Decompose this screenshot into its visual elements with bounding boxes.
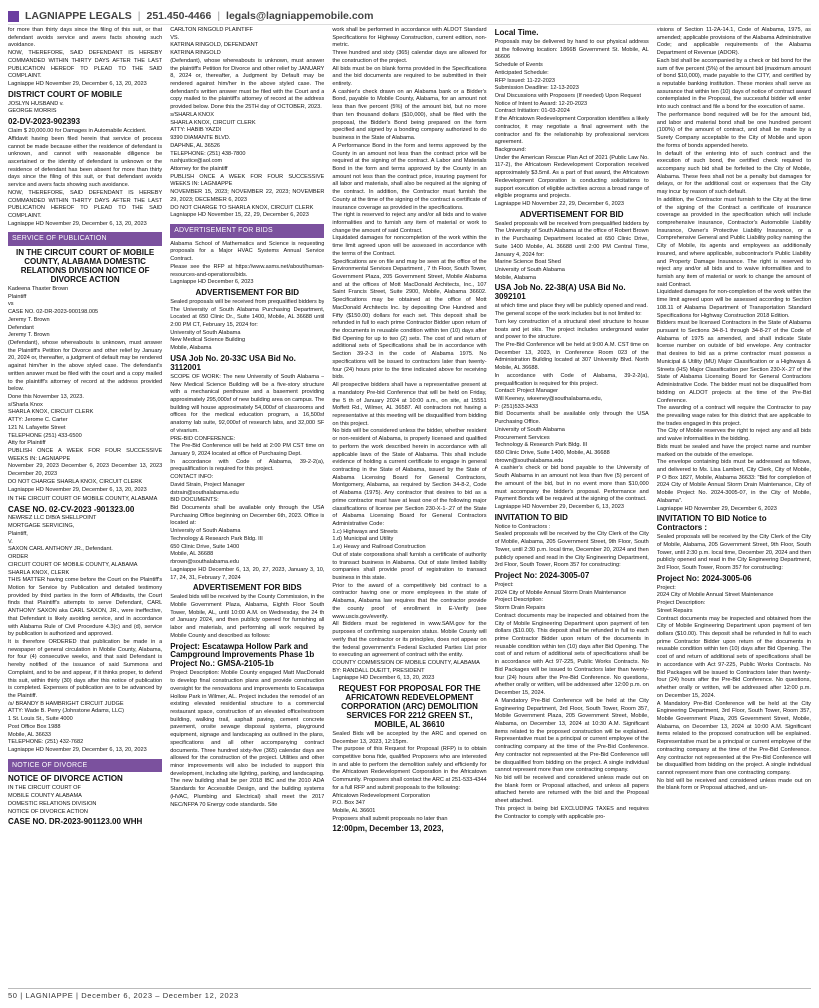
notice-heading: CASE NO. DR-2023-901123.00 WHH (8, 817, 143, 827)
notice-heading: INVITATION TO BID Notice to Contractors : (656, 514, 767, 533)
column-4 (495, 27, 649, 983)
notice-heading: ADVERTISEMENT FOR BID (519, 209, 624, 219)
notice-heading: INVITATION TO BID (494, 512, 568, 522)
notice-heading: USA Job No. 20-33C USA Bid No. 3112001 (170, 353, 296, 372)
header-email[interactable]: legals@lagniappemobile.com (226, 10, 374, 22)
notice-text: Proposals may be delivered by hand to our physical address at the following location: 1866B Government St. Mobile, AL 36606 Schedule of Events Anticipated Schedule: RFP Issued: 11-22-2023 Submission Deadline: 12-13-2023 Oral Discussions with Proposers (If needed) Upon Request Notice of Intent to Award: 12-20-2023 Contract Initiation: 01-03-2024 If the Africatown Redevelopment Corporation identifies a likely contractor, it may negotiate a final agreement with the contractor and fix the relationship by professional services agreement. Background: Under the American Rescue Plan Act of 2021 (Public Law No. 117-2), the Africatown Redevelopment Corporation received approximately $3.5mil. As a part of that award, the Africatown Redevelopment Corporation is conducting solicitations to support execution of eligible activities across a broad range of eligible programs and projects. Lagniappe HD November 22, 29, December 6, 2023 (494, 38, 649, 208)
column-5 (657, 27, 811, 983)
notice-text: Project: 2024 City of Mobile Annual Street Maintenance Project Description: Street Repairs Contract documents may be inspected and obtained from the City of Mobile Engineering Department upon payment of ten dollars ($10.00). This deposit shall be refunded in full to each prime Contractor Bidder upon return of the documents in reusable condition within ten (10) days after Bid Opening. The cost of and return of additional sets of specifications shall be in accordance with Act 97-225, Public Works Contracts. No Bid Packages will be issued to Contractors later than twenty-four (24) hours after the Pre-Bid Conference. No questions, whether orally or written, will be addressed after 12:00 p.m. on December 15, 2024. A Mandatory Pre-Bid Conference will be held at the City Engineering Department, 3rd Floor, South Tower, Room 357, Mobile Government Plaza, 205 Government Street, Mobile, Alabama, on December 13, 2024 at 10:00 A.M. Significant items related to the proposed construction will be explained. Representative must be a principal or current employee of the contracting company at the time of the Pre-Bid Conference. Any contractor not represented at the Pre-Bid Conference will be disqualified from bidding on the project. A single individual cannot represent more than one contracting company. No bid will be received and considered unless made out on the blank form or Proposal attached, and un- (656, 584, 811, 792)
column-2 (170, 27, 324, 983)
header-separator: | (137, 10, 141, 22)
page-footer: 50 | LAGNIAPPE | December 6, 2023 – December 12, 2023 (8, 988, 811, 1005)
notice-text: IN THE CIRCUIT COURT OF MOBILE COUNTY, ALABAMA (8, 495, 158, 502)
notice-text: SCOPE OF WORK: The new University of South Alabama – New Medical Science Building will be a five-story structure with a mechanical penthouse and a basement providing approximately 295,000sf of new building area on campus. The building will house approximately 54,000sf of classrooms and offices for the medical education program, a 16,500sf anatomy lab suite, 92,000sf of research labs, and 32,000 SF of vivarium. PRE-BID CONFERENCE: The Pre-Bid Conference will be held at 2:00 PM CST time on January 9, 2024 located at office of Purchasing Dept. In accordance with Code of Alabama, 39-2-2(a), prequalification is required for this project. CONTACT INFO: David Strain, Project Manager dstrain@southalabama.edu BID DOCUMENTS: Bid Documents shall be available only through the USA Purchasing Office beginning on December 6th, 2023. Office is located at: University of South Alabama Technology & Research Park Bldg. III 650 Clinic Drive, Suite 1400 Mobile, AL 36688 rbrown@southalabama.edu Lagniappe HD December 6, 13, 20, 27, 2023, January 3, 10, 17, 24, 31, February 7, 2024 (170, 373, 325, 581)
notice-text: Sealed proposals will be received from prequalified bidders by The University of South Alabama at the office of Robert Brown in the Purchasing Department located at 650 Clinic Drive, Suite 1400 Mobile, AL 36688 until 2:00 PM Central Time, January 4, 2024 for: Marine Science Boat Shed University of South Alabama Mobile, Alabama (494, 220, 649, 281)
notice-heading: NOTICE OF DIVORCE ACTION (8, 774, 123, 784)
notice-text: JOSLYN HUSBAND v. GEORGE MORRIS (8, 100, 64, 115)
notice-text: Sealed proposals will be received by the City Clerk of the City of Mobile, Alabama, 205 Government Street, 9th Floor, South Tower, until 2:30 p.m. local time, December 20, 2024 and then publicly opened and read in the City Engineering Department, 3rd Floor, South Tower, Room 357 for constructing: (656, 534, 811, 572)
notice-text: NEWREZ LLC D/B/A SHELLPOINT MORTGAGE SERVICING, Plaintiff, V. SAXON CARL ANTHONY JR., Defendant. ORDER CIRCUIT COURT OF MOBILE COUNTY, ALABAMA SHARLA KNOX, CLERK THIS MATTER having come before the Court on the Plaintiff's Motion for Service by Publication and detailed testimony provided by third parties in the form of Affidavits, the Court finds that Plaintiff's attempts to serve Defendant, CARL ANTHONY SAXON aka CARL SAXON, JR., were ineffective, that Defendant is likely avoiding service, and in accordance with Alabama Rule of Civil Procedure 4.3(c) and (d), service by publication is authorized and approved. It is therefore ORDERED that publication be made in a newspaper of general circulation in Mobile County, Alabama, for four (4) consecutive weeks, and that said Defendant is hereby notified of the issuance of said Summons and Complaint, and to be and appear, if it thinks proper, to defend this suit, within thirty (30) days after this notice of publication is completed. Expenses of publication are to be advanced by the Plaintiff. /s/ BRANDY B HAMBRIGHT CIRCUIT JUDGE ATTY: Wade B. Perry (Johnstone Adams, LLC) 1 St. Louis St., Suite 4000 Post Office Box 1988 Mobile, AL 36633 TELEPHONE: (251) 432-7682 Lagniappe HD November 29, December 6, 13, 20, 2023 (8, 515, 163, 754)
section-banner: ADVERTISEMENT FOR BIDS (170, 224, 324, 238)
legal-notice-columns (8, 27, 811, 983)
notice-text: Project Description: Mobile County engaged Matt MacDonald to develop final construction plans and provide construction oversight for the renovations and improvements to Escatawpa Hollow Park in Wilmer, AL. Project includes the remodel of an existing elevated residential structure to a commercial restaurant space, construction of an elevated office/restroom building, walking trail, asphalt paving, cement concrete pavement, onsite sewage disposal systems, playground equipment, signage and landscaping as outlined in the plans, specifications and all other accompanying contract documents. Three hundred sixty-five (365) calendar days are allowed for the construction of the project. Utilities and other minor improvements will also be included to support this development, including site lighting, parking, and landscaping. The new building shall be per 2018 IBC and the 2010 ADA Standards for Accessible Design, and the building systems (HVAC, Plumbing and Electrical) shall meet the 2017 NEC/NFPA 70 Energy code standards. Site (170, 670, 325, 808)
notice-heading: 02-DV-2023-902393 (8, 117, 81, 127)
page-header (8, 8, 811, 25)
section-banner: SERVICE OF PUBLICATION (8, 232, 162, 246)
section-title: LAGNIAPPE LEGALS (25, 10, 132, 22)
notice-text: IN THE CIRCUIT COURT OF MOBILE COUNTY ALABAMA DOMESTIC RELATIONS DIVISION NOTICE OF DIVORCE ACTION (8, 785, 97, 815)
notice-text: Sealed proposals will be received from prequalified bidders by The University of South Alabama Purchasing Department, Located at 650 Clinic Dr., Suite 1400, Mobile, AL 36688 until 2:00 PM CT, February 15, 2024 for: University of South Alabama New Medical Science Building Mobile, Alabama (170, 298, 325, 352)
notice-heading: USA Job No. 22-38(A) USA Bid No. 3092101 (494, 283, 626, 302)
column-1 (8, 27, 162, 983)
notice-text: visions of Section 11-2A-14.1, Code of Alabama, 1975, as amended; applicable provisions of the Alabama Administrative Code; and applicable requirements of the Alabama Department of Revenue (ADOR). Each bid shall be accompanied by a check or bid bond for the sum of five percent (5%) of the amount bid (maximum amount of bond $10,000), made payable to the CITY, and certified by a reputable banking institution. These monies shall serve as assurance that within ten (10) days of notice of contract award contemplated in the Proposal, the successful bidder will enter into such contract and file a bond for the execution of same. The performance bond required will be for the amount bid, and labor and material bond shall be one hundred percent (100%) of the amount of contract, and shall be made by a Surety Company acceptable to the City of Mobile and upon the forms of bonds appended hereto. In default of the entering into of such contract and the execution of such bond, the certified check required to accompany such bid shall be forfeited to the City of Mobile, Alabama. These fees shall not be a penalty but damages for delays, or for the additional cost or expenses that the City may incur by reason of such default. In addition, the Contractor must furnish to the City at the time of the signing of the Contract a certificate of insurance coverage as provided in the specification which will include comprehensive insurance, Contractor's Automobile Liability Insurance, Owner's Protective Liability Insurance, or a Comprehensive General and Public Liability policy naming the City of Mobile, its agents and employees as additionally insured, and where applicable, subcontractor's Public Liability and Property Damage Insurance. The right is reserved to reject any and/or all bids and to waive informalities and to furnish any item of material or work to change the amount of said Contract. Liquidated damages for non-completion of the work within the time limit agreed upon will be assessed according to Section 108.11 of Alabama Department of Transportation Standard Specifications for Highway Construction 2018 Edition. Bidders must be licensed Contractors in the State of Alabama pursuant to Sections 34-8-1 through 34-8-27 of the Code of Alabama of 1975 as amended, and shall indicate State license number on outside of bid envelope. Any contractor that desires to bid as a prime contractor must possess a Municipal & Utility (MU) Major Classification or a Highways & Streets (HS) Major Classification per Section 230-X-.27 of the State of Alabama Licensing Board for General Contractors Administrative Code. The bidder must not be disqualified from bidding on ALDOT projects at the time of the Pre-Bid Conference. The awarding of a contract will require the Contractor to pay the prevailing wage rates for this district that are applicable to the trades engaged in this project. The City of Mobile reserves the right to reject any and all bids and waive informalities in the bidding. Bids must be sealed and have the project name and number marked on the outside of the envelope. The envelope containing bids must be addressed as follows, and delivered to Ms. Lisa Lambert, City Clerk, City of Mobile, P O Box 1827, Mobile, Alabama 36633: "Bid for completion of 2024 City of Mobile Annual Storm Drain Maintenance, City of Mobile Project No. 2024-3005-07, in the City of Mobile, Alabama". Lagniappe HD November 29, December 6, 2023 (656, 27, 811, 512)
notice-heading: DISTRICT COURT OF MOBILE (8, 89, 123, 99)
notice-heading: Local Time. (494, 28, 539, 37)
notice-heading: ADVERTISEMENT FOR BID (195, 287, 300, 297)
notice-text: Sealed Bids will be accepted by the ARC and opened on December 13, 2023, 12:15pm. The purpose of this Request for Proposal (RFP) is to obtain competitive bona fide, qualified Proposers who are interested in and able to perform the demolition safely and efficiently for the Africatown Redevelopment Corporation in the Africatown Community. Proposers shall contact the ARC at 251-533-4344 for a full RFP and submit proposals to the following: Africatown Redevelopment Corporation P.O. Box 347 Mobile, AL 36601 Proposers shall submit proposals no later than (332, 730, 487, 822)
notice-text: work shall be performed in accordance with ALDOT Standard Specifications for Highway Construction, current edition, non-metric. Three hundred and sixty (365) calendar days are allowed for the construction of the project. All bids must be on blank forms provided in the Specifications and the bid documents are required to be submitted in their entirety. A cashier's check drawn on an Alabama bank or a Bidder's Bond, payable to Mobile County, Alabama, for an amount not less than five percent (5%) of the amount bid, but no more than ten thousand dollars ($10,000), shall be filed with the proposal, the Bidder's Bond being prepared on the form specified and signed by a bonding company authorized to do business in the State of Alabama. A Performance Bond in the form and terms approved by the County in an amount not less than the contract price will be required at the signing of the contract. A Labor and Materials Bond in the form and terms approved by the County in an amount not less than the contract price, insuring payment for all labor and materials, shall also be required at the signing of the contract. In addition, the Contractor must furnish the County at the time of the signing of the contract a certificate of insurance coverage as provided in the specifications. The right is reserved to reject any and/or all bids and to waive informalities and to furnish any item of material or work to change the amount of said Contract. Liquidated damages for noncompletion of the work within the time limit agreed upon will be assessed in accordance with the terms of the Contract. Specifications are on file and may be seen at the office of the Environmental Services Department , 7 th Floor, South Tower, Government Plaza, 205 Government Street, Mobile Alabama and at the offices of Mott MacDonald Architects, Inc., 107 Saint Francis Street, Suite 2900, Mobile, Alabama 36602. Specifications may be obtained at the office of Mott MacDonald Architects Inc. by depositing One Hundred and Fifty ($150.00) dollars for each set. This deposit shall be refunded in full to each prime Contractor Bidder upon return of the documents in reusable condition within ten (10) days after Bid Opening for up to two (2) sets. The cost of and return of additional sets of Specifications shall be in accordance with Section 39-2-3 in the code of Alabama 1975. No specifications will be issued to contractors later than twenty-four (24) hours prior to the time indicated above for receiving bids. All prospective bidders shall have a representative present at a mandatory Pre-bid Conference that will be held on Friday, the 5 th of January 2024 at 10:00 a.m., on site, at 15551 Moffett Rd., Wilmer, AL 36587. All contractors not having a representative at this meeting will be disqualified from bidding on this project. No bids will be considered unless the bidder, whether resident or non-resident of Alabama, is properly licensed and qualified to perform the work described herein in accordance with all applicable laws of the State of Alabama. This shall include evidence of holding a current certificate to engage in general contracting in the State of Alabama, issued by the State of Alabama Licensing Board for General Contractors, Montgomery, Alabama, as required by Section 34-8-2, Code of Alabama (1975). Any contractor that desires to bid as a prime contractor must have at least one of the following major classifications of license per Section 230-X-1-.27 of the State of Alabama Licensing Board for General Contractors Administrative Code: 1.c) Highways and Streets 1.d) Municipal and Utility 1.e) Heavy and Railroad Construction Out of state corporations shall furnish a certificate of authority to transact business in Alabama. Out of state limited liability companies shall provide proof of registration to transact business in this state. Prior to the award of a competitively bid contract to a contractor having one or more employees in the state of Alabama, Alabama law requires that the contractor provide the county proof of enrollment in E-Verify (see www.uscis.gov/everify. All Bidders must be registered in www.SAM.gov for the purposes of confirming suspension status. Mobile County will verify that the contractor or its principles, does not appear on the federal government's Federal Excluded Parties List prior to executing an agreement of contract with the entity. COUNTY COMMISSION OF MOBILE COUNTY, ALABAMA BY: RANDALL DUEITT, PRESIDENT Lagniappe HD December 6, 13, 20, 2023 (332, 27, 487, 682)
notice-text: Project: 2024 City of Mobile Annual Storm Drain Maintenance Project Description: Storm Drain Repairs Contract documents may be inspected and obtained from the City of Mobile Engineering Department upon payment of ten dollars ($10.00). This deposit shall be refunded in full to each prime Contractor Bidder upon return of the documents in reusable condition within ten (10) days after Bid Opening. The cost of and return of additional sets of specifications shall be in accordance with Act 97-225, Public Works Contracts. No Bid Packages will be issued to Contractors later than twenty-four (24) hours after the Pre-Bid Conference. No questions, whether orally or written, will be addressed after 12:00 p.m. on December 15, 2024. A Mandatory Pre-Bid Conference will be held at the City Engineering Department, 3rd Floor, South Tower, Room 357, Mobile Government Plaza, 205 Government Street, Mobile, Alabama, on December 13, 2024 at 10:30 A.M. Significant items related to the proposed construction will be explained. Representative must be a principal or current employee of the contracting company at the time of the Pre-Bid Conference. Any contractor not represented at the Pre-Bid Conference will be disqualified from bidding on the project. A single individual cannot represent more than one contracting company. No bid will be received and considered unless made out on the blank form or Proposal attached, and unless all papers attached hereto are returned with the bid and the Proposal sheet attached. This project is being bid EXCLUDING TAXES and requires the Contractor to comply with applicable pro- (494, 582, 649, 820)
notice-heading: REQUEST FOR PROPOSAL FOR THE AFRICATOWN REDEVELOPMENT CORPORATION (ARC) DEMOLITION SERVICES FOR 2212 GREEN ST., MOBILE, AL 36610 (338, 684, 481, 729)
notice-text: Claim $ 20,000.00 for Damages in Automabile Accident. Affidavit having been filed herein that service of process cannot be made because either the residence of defendant is unknown, and cannot with reasonable diligence be ascertained or the identity of defendant is unknown or the residence of defendant has been absent for more than thirty days since the filing of this suit, or that defendant avoids service and avers facts showing such avoidance. NOW, THEREFORE, SAID DEFENDANT IS HEREBY COMMANDED WITHIN THIRTY DAYS AFTER THE LAST PUBLICATION HEREOF TO PLEAD TO THE SAID COMPLAINT. Lagniappe HD November 29, December 6, 13, 20, 2023 (8, 128, 163, 227)
notice-text: CARLTON RINGOLD PLAINTIFF VS. KATRINA RINGOLD, DEFENDANT KATRINA RINGOLD (Defendant), whose whereabouts is unknown, must answer the plaintiff's Petition for Divorce and other relief by JANUARY 8, 2024 or, thereafter, a Judgment by Default may be rendered against him/her in the above styled case. The defendant's written answer must be filed with the Court and a copy mailed to the plaintiff's attorney of record at the address provided below. Done this the 25TH day of OCTOBER, 2023. s/SHARLA KNOX SHARLA KNOX, CIRCUIT CLERK ATTY: HABIB YAZDI 9390 DIAMANTE BLVD. DAPHNE, AL 36526 TELEPHONE: (251) 438-7800 rushjustice@aol.com Attorney for the plaintiff PUBLISH ONCE A WEEK FOR FOUR SUCCESSIVE WEEKS IN: LAGNIAPPE NOVEMBER 15, 2023; NOVEMBER 22, 2023; NOVEMBER 29, 2023; DECEMBER 6, 2023 DO NOT CHARGE TO SHARLA KNOX, CIRCUIT CLERK Lagniappe HD November 15, 22, 29, December 6, 2023 (170, 27, 325, 219)
notice-heading: Project No: 2024-3005-06 (656, 573, 752, 583)
notice-text: Kadeena Thaxter Brown Plaintiff vs CASE NO. 02-DR-2023-900198.005 Jeremy T. Brown Defendant Jeremy T. Brown (Defendant), whose whereabouts is unknown, must answer the Plaintiff's Petition for Divorce and other relief by January 20, 2024 or, thereafter, a judgment of default may be rendered against him/her in the above styled case. The defendant's written answer must be filed with the court and a copy mailed to the plaintiff's attorney of record at the address provided below. Done this November 13, 2023. s/Sharla Knox SHARLA KNOX, CIRCUIT CLERK ATTY: Jerome C. Carter 121 N. Lafayette Street TELEPHONE (251) 433-6500 Atty for Plaintiff PUBLISH ONCE A WEEK FOR FOUR SUCCESSIVE WEEKS IN: LAGNIAPPE November 29, 2023 December 6, 2023 December 13, 2023 December 20, 2023 DO NOT CHARGE SHARLA KNOX, CIRCUIT CLERK Lagniappe HD November 29, December 6, 13, 20, 2023 (8, 285, 163, 493)
notice-heading: IN THE CIRCUIT COURT OF MOBILE COUNTY, ALABAMA DOMESTIC RELATIONS DIVISION NOTICE OF DIVORCE ACTION (15, 248, 155, 284)
section-marker-icon (8, 11, 19, 22)
notice-heading: CASE NO. 02-CV-2023 -901323.00 (8, 504, 135, 514)
notice-text: Sealed bids will be received by the County Commission, in the Mobile Government Plaza, Alabama, Eighth Floor South Tower, Mobile, AL, until 10:00 A.M. on Wednesday, the 24 th of January 2024, and then publicly opened for furnishing all labor and materials, and performing all work required by Mobile County and described as follows: (170, 594, 325, 639)
notice-text: at which time and place they will be publicly opened and read. The general scope of the work includes but is not limited to: Turn key construction of a structural steel structure to house boats and jet skis. The project includes underground water and power to the structure. The Pre-Bid Conference will be held at 9:00 A.M. CST time on December 13, 2023, in Conference Room 023 of the Administration Building located at 307 University Blvd. North Mobile, AL 36688. In accordance with Code of Alabama, 39-2-2(a), prequalification is required for this project. Contact: Project Manager Will Keeney, wkeeney@southalabama.edu, P: (251)533-3433 Bid Documents shall be available only through the USA Purchasing Office. University of South Alabama Procurement Services Technology & Research Park Bldg. III 650 Clinic Drive, Suite 1400, Mobile, AL 36688 rbrown@southalabama.edu A cashier's check or bid bond payable to the University of South Alabama in an amount not less than five (5) percent of the amount of the bid, but in no event more than $10,000 must accompany the bidder's proposal. Performance and Payment Bonds will be required at the signing of the contract. Lagniappe HD November 29, December 6, 13, 2023 (494, 303, 649, 511)
notice-text: Alabama School of Mathematics and Science is requesting proposals for a Major HVAC Systems Annual Service Contract. Please see the RFP at https://www.asms.net/about/human-resources-and-operations/bids. Lagniappe HD December 6, 2023 (170, 240, 325, 286)
notice-text: for more than thirty days since the filing of this suit, or that defendant avoids service and avers facts showing such avoidance. NOW, THEREFORE, SAID DEFENDANT IS HEREBY COMMANDED WITHIN THIRTY DAYS AFTER THE LAST PUBLICATION HEREOF TO PLEAD TO THE SAID COMPLAINT. Lagniappe HD November 29, December 6, 13, 20, 2023 (8, 27, 163, 88)
header-separator: | (217, 10, 221, 22)
notice-heading: Project No: 2024-3005-07 (494, 571, 590, 581)
notice-heading: 12:00pm, December 13, 2023, (332, 824, 444, 834)
notice-heading: Project: Escatawpa Hollow Park and Campground Improvements Phase 1b Project No.: GMSA-2105-1b (170, 641, 315, 669)
section-banner: NOTICE OF DIVORCE (8, 759, 162, 773)
notice-heading: ADVERTISEMENT FOR BIDS (192, 583, 302, 593)
header-phone[interactable]: 251.450-4466 (146, 10, 212, 22)
notice-text: Notice to Contractors : Sealed proposals will be received by the City Clerk of the City of Mobile, Alabama, 205 Government Street, 9th Floor, South Tower, until 2:30 p.m. local time, December 20, 2024 and then publicly opened and read in the City Engineering Department, 3rd Floor, South Tower, Room 357 for constructing: (494, 523, 649, 569)
column-3 (332, 27, 486, 983)
